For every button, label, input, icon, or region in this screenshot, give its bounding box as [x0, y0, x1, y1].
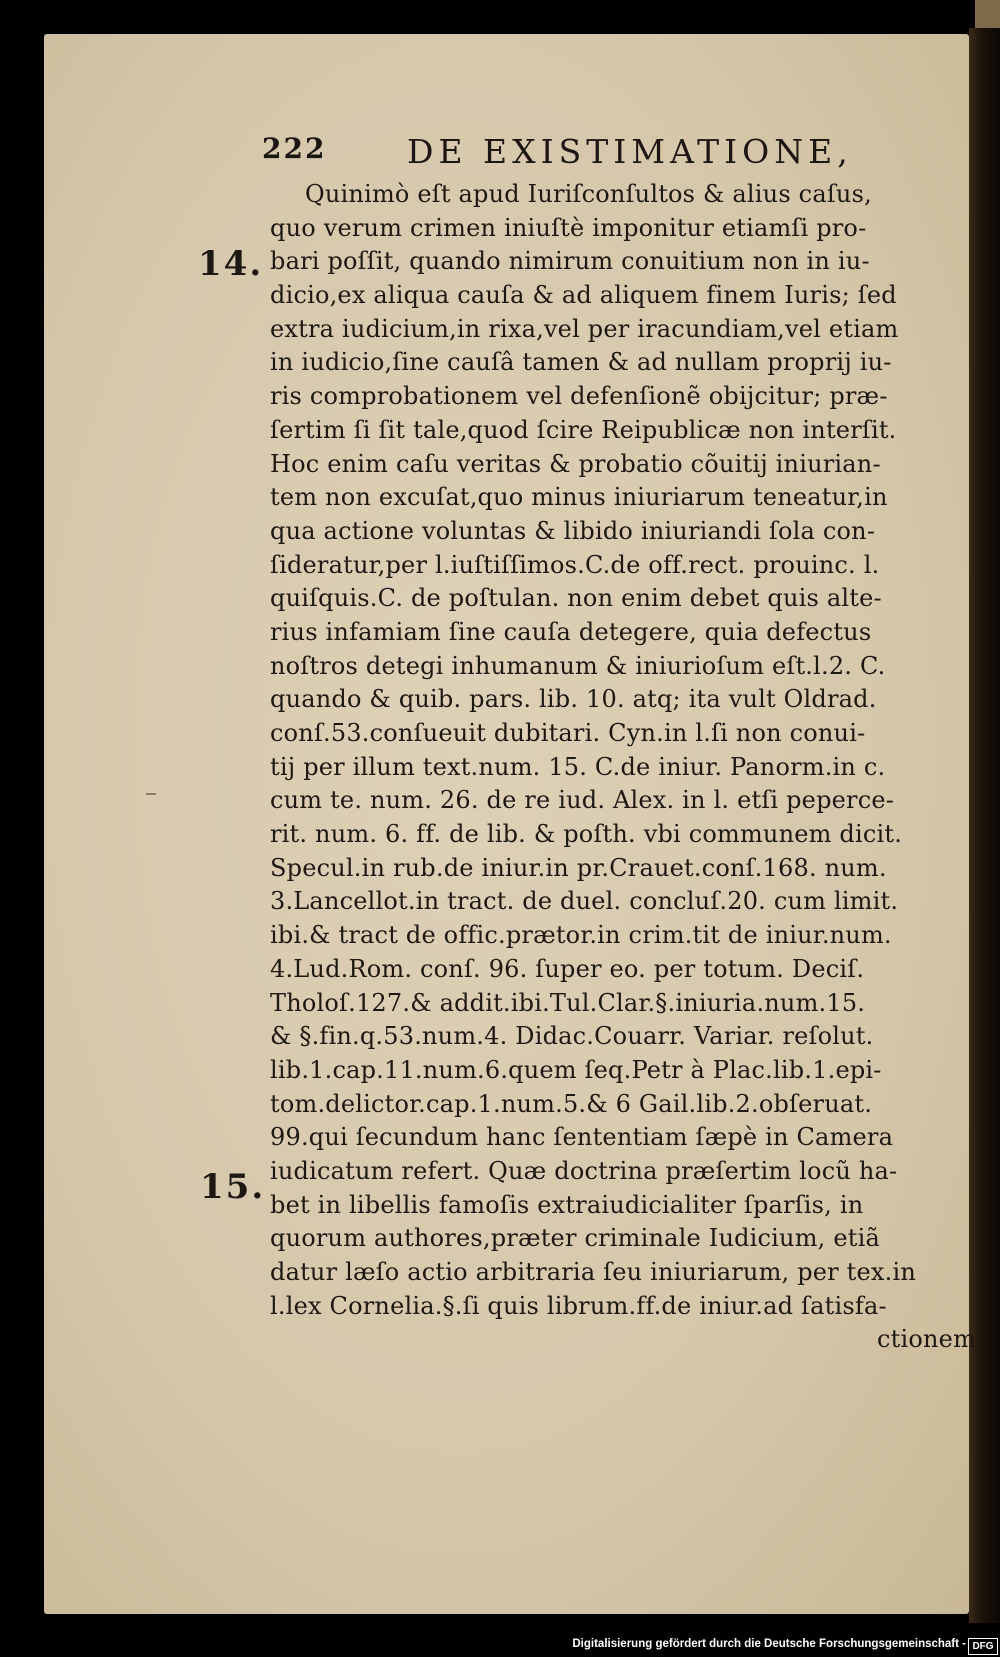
text-line: rius infamiam ſine cauſa detegere, quia defectus	[270, 617, 872, 646]
text-line: ris comprobationem vel defenſionẽ obijcitur; præ-	[270, 382, 888, 411]
text-line: dicio,ex aliqua cauſa & ad aliquem finem Iuris; ſed	[270, 281, 897, 310]
text-line: datur læſo actio arbitraria ſeu iniuriarum, per tex.in	[270, 1258, 917, 1286]
text-line: rit. num. 6. ff. de lib. & poſth. vbi communem dicit.	[270, 820, 903, 849]
text-line: Hoc enim caſu veritas & probatio cõuitij iniurian-	[270, 449, 881, 478]
text-line: Specul.in rub.de iniur.in pr.Crauet.conſ.168. num.	[270, 853, 887, 882]
text-line: quo verum crimen iniuſtè imponitur etiamſi pro-	[270, 213, 867, 242]
text-line: Tholoſ.127.& addit.ibi.Tul.Clar.§.iniuria.num.15.	[270, 988, 866, 1017]
text-line: tij per illum text.num. 15. C.de iniur. Panorm.in c.	[270, 752, 886, 781]
page-number: 222	[262, 132, 327, 165]
text-line: bari poſſit, quando nimirum conuitium non in iu-	[270, 247, 870, 276]
text-line: ſertim ſi ſit tale,quod ſcire Reipublicæ non interſit.	[270, 415, 897, 444]
text-line: conſ.53.conſueuit dubitari. Cyn.in l.ſi non conui-	[270, 719, 866, 747]
text-line: Quinimò eſt apud Iuriſconſultos & alius caſus,	[305, 180, 872, 208]
text-line: qua actione voluntas & libido iniuriandi ſola con-	[270, 516, 876, 545]
text-line: 3.Lancellot.in tract. de duel. concluſ.20. cum limit.	[270, 887, 899, 916]
text-line: quiſquis.C. de poſtulan. non enim debet quis alte-	[270, 584, 882, 613]
dfg-logo-icon[interactable]: DFG	[968, 1638, 998, 1655]
text-line: in iudicio,ſine cauſâ tamen & ad nullam proprij iu-	[270, 348, 892, 377]
text-line: ibi.& tract de offic.prætor.in crim.tit de iniur.num.	[270, 921, 892, 950]
text-line: bet in libellis famoſis extraiudicialiter ſparſis, in	[270, 1190, 864, 1219]
margin-note-number: 14.	[198, 244, 264, 284]
text-line: quorum authores,præter criminale Iudicium, etiã	[270, 1224, 880, 1253]
running-title: DE EXISTIMATIONE,	[407, 132, 853, 171]
page-header	[262, 132, 882, 178]
text-line: 4.Lud.Rom. conſ. 96. ſuper eo. per totum. Deciſ.	[270, 954, 865, 983]
text-line: quando & quib. pars. lib. 10. atq; ita vult Oldrad.	[270, 685, 877, 714]
text-line: extra iudicium,in rixa,vel per iracundiam,vel etiam	[270, 314, 899, 343]
text-line: cum te. num. 26. de re iud. Alex. in l. etſi peperce-	[270, 786, 895, 815]
text-line: noſtros detegi inhumanum & iniurioſum eſt.l.2. C.	[270, 651, 886, 680]
stray-ink-mark	[146, 793, 156, 795]
text-line: tom.delictor.cap.1.num.5.& 6 Gail.lib.2.obſeruat.	[270, 1089, 873, 1118]
text-line: tem non excuſat,quo minus iniuriarum teneatur,in	[270, 483, 888, 512]
text-line: l.lex Cornelia.§.ſi quis librum.ff.de iniur.ad ſatisfa-	[270, 1291, 887, 1320]
text-line: lib.1.cap.11.num.6.quem ſeq.Petr à Plac.lib.1.epi-	[270, 1055, 882, 1084]
margin-note-number: 15.	[200, 1167, 266, 1207]
text-line: iudicatum refert. Quæ doctrina præſertim locũ ha-	[270, 1156, 898, 1185]
funding-credit: Digitalisierung gefördert durch die Deutsche Forschungsgemeinschaft -	[572, 1638, 966, 1650]
catchword: ctionem	[877, 1325, 977, 1354]
book-spine	[969, 28, 1000, 1623]
text-line: 99.qui ſecundum hanc ſententiam ſæpè in Camera	[270, 1123, 894, 1152]
body-text	[270, 178, 977, 1357]
footer-bar	[0, 1637, 1000, 1657]
text-line: & §.fin.q.53.num.4. Didac.Couarr. Variar. reſolut.	[270, 1022, 874, 1051]
text-line: ſideratur,per l.iuſtiſſimos.C.de off.rect. prouinc. l.	[270, 550, 880, 579]
